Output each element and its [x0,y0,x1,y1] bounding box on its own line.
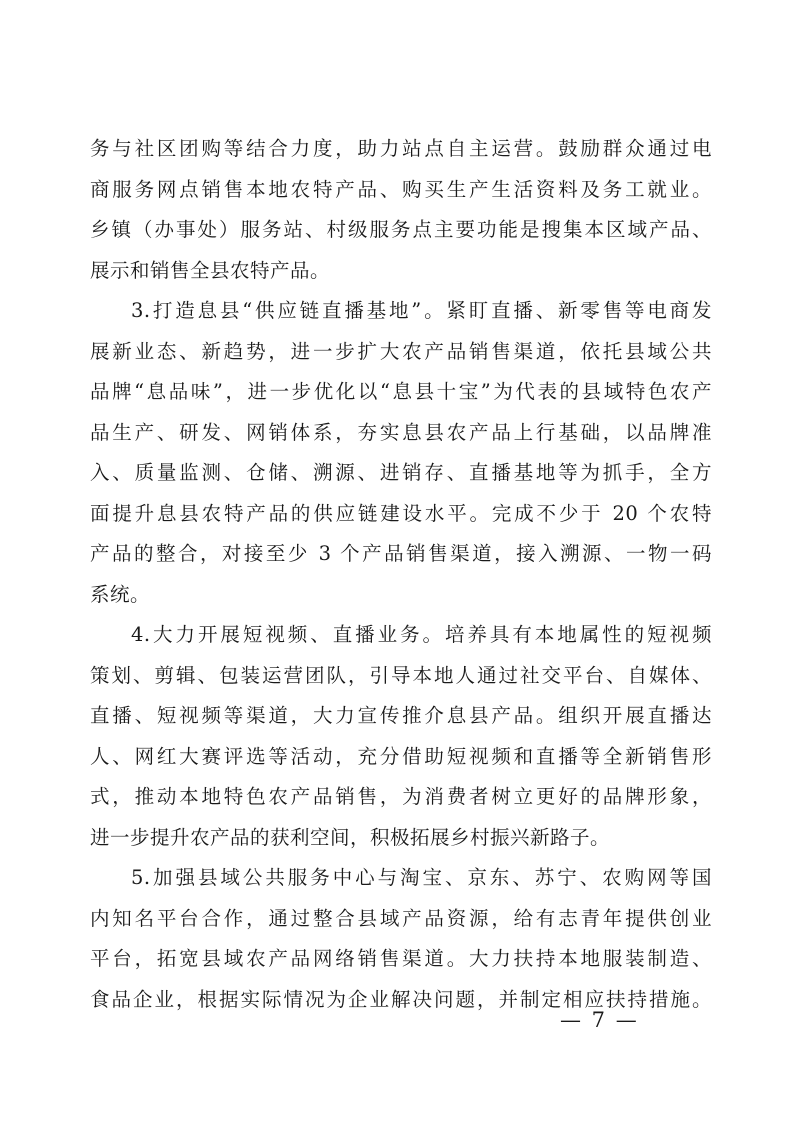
document-body [90,133,712,1024]
text-line: 展新业态、新趋势，进一步扩大农产品销售渠道，依托县域公共 [90,339,712,363]
text-line: 内知名平台合作，通过整合县域产品资源，给有志青年提供创业 [90,906,712,930]
text-line: 策划、剪辑、包装运营团队，引导本地人通过社交平台、自媒体、 [90,663,712,687]
paragraph-service-stations [90,133,712,286]
paragraph-short-video-live [90,619,712,853]
paragraph-supply-chain-base [90,295,712,610]
page-number: — 7 — [560,1008,639,1032]
text-line: 品生产、研发、网销体系，夯实息县农产品上行基础，以品牌准 [90,420,712,444]
text-line: 系统。 [90,582,151,606]
text-line: 面提升息县农特产品的供应链建设水平。完成不少于 20 个农特 [90,501,712,525]
text-line: 3.打造息县“供应链直播基地”。紧盯直播、新零售等电商发 [131,299,712,322]
text-line: 品牌“息品味”，进一步优化以“息县十宝”为代表的县域特色农产 [90,380,712,403]
text-line: 商服务网点销售本地农特产品、购买生产生活资料及务工就业。 [90,177,712,201]
text-line: 务与社区团购等结合力度，助力站点自主运营。鼓励群众通过电 [90,137,712,160]
text-line: 产品的整合，对接至少 3 个产品销售渠道，接入溯源、一物一码 [90,542,712,565]
text-line: 5.加强县域公共服务中心与淘宝、京东、苏宁、农购网等国 [131,866,712,889]
text-line: 展示和销售全县农特产品。 [90,258,331,282]
paragraph-platform-cooperation [90,862,712,1015]
text-line: 食品企业，根据实际情况为企业解决问题，并制定相应扶持措施。 [90,987,712,1011]
text-line: 式，推动本地特色农产品销售，为消费者树立更好的品牌形象， [90,785,712,808]
text-line: 平台，拓宽县域农产品网络销售渠道。大力扶持本地服装制造、 [90,947,712,970]
text-line: 进一步提升农产品的获利空间，积极拓展乡村振兴新路子。 [90,825,611,849]
text-line: 人、网红大赛评选等活动，充分借助短视频和直播等全新销售形 [90,744,712,768]
text-line: 直播、短视频等渠道，大力宣传推介息县产品。组织开展直播达 [90,704,712,727]
text-line: 乡镇（办事处）服务站、村级服务点主要功能是搜集本区域产品、 [90,218,712,241]
text-line: 4.大力开展短视频、直播业务。培养具有本地属性的短视频 [131,623,712,646]
text-line: 入、质量监测、仓储、溯源、进销存、直播基地等为抓手，全方 [90,461,712,484]
